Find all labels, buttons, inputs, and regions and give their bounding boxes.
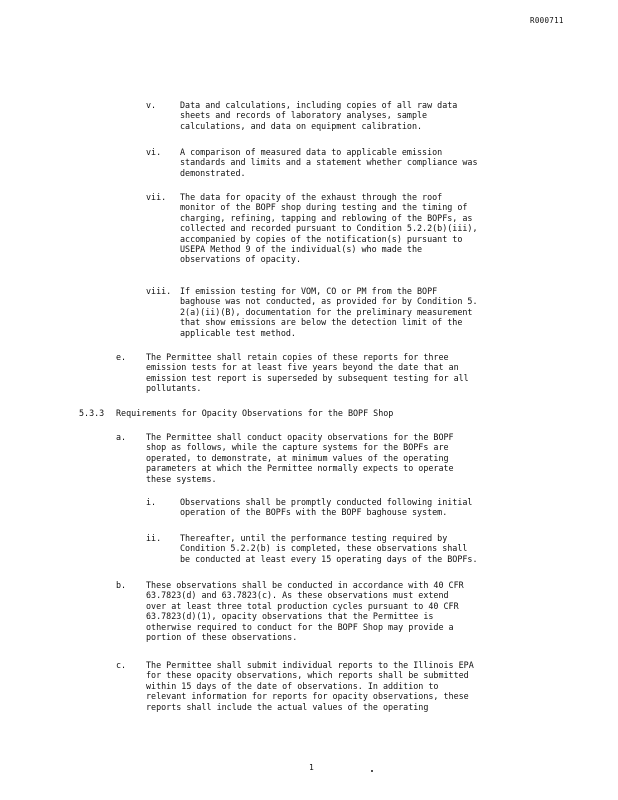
item-text: A comparison of measured data to applicable emission standards and limits and a statement whether compliance was demonstrated. [180, 147, 478, 178]
item-text: Observations shall be promptly conducted following initial operation of the BOPFs with the BOPF baghouse system. [180, 497, 473, 518]
item-text: If emission testing for VOM, CO or PM from the BOPF baghouse was not conducted, as provided for by Condition 5. 2(a)(ii)(B), documentation for the preliminary measurement that show emissions are below the detection limit of the applicable test method. [180, 286, 478, 338]
scan-speck [371, 770, 373, 772]
item-label: a. [116, 432, 127, 442]
item-text: The Permittee shall retain copies of these reports for three emission tests for at least five years beyond the date that an emission test report is superseded by subsequent testing for all pollutants. [146, 352, 469, 394]
item-label: ii. [146, 533, 162, 543]
item-label: vi. [146, 147, 162, 157]
item-text: These observations shall be conducted in accordance with 40 CFR 63.7823(d) and 63.7823(c). As these observations must extend over at least three total production cycles pursuant to 40 CFR 63.7823(d)(1), opacity observations that the Permittee is otherwise required to conduct for the BOPF Shop may provide a portion of these observations. [146, 580, 464, 643]
item-label: v. [146, 100, 157, 110]
item-text: Data and calculations, including copies of all raw data sheets and records of laboratory analyses, sample calculations, and data on equipment calibration. [180, 100, 458, 131]
section-title: Requirements for Opacity Observations for the BOPF Shop [116, 408, 394, 418]
item-label: viii. [146, 286, 172, 296]
item-text: The Permittee shall conduct opacity observations for the BOPF shop as follows, while the capture systems for the BOPFs are operated, to demonstrate, at minimum values of the operating parameters at which the Permittee normally expects to operate these systems. [146, 432, 454, 484]
page-number: 1 [309, 763, 314, 772]
item-label: vii. [146, 192, 167, 202]
item-label: e. [116, 352, 127, 362]
item-text: The data for opacity of the exhaust through the roof monitor of the BOPF shop during testing and the timing of charging, refining, tapping and reblowing of the BOPFs, as collected and recorded pursuant to Condition 5.2.2(b)(iii), accompanied by copies of the notification(s) pursuant to USEPA Method 9 of the individual(s) who made the observations of opacity. [180, 192, 478, 265]
item-label: c. [116, 660, 127, 670]
section-number: 5.3.3 [79, 408, 105, 418]
document-id: R000711 [530, 16, 564, 25]
item-label: i. [146, 497, 157, 507]
item-label: b. [116, 580, 127, 590]
item-text: The Permittee shall submit individual reports to the Illinois EPA for these opacity observations, which reports shall be submitted within 15 days of the date of observations. In addition to relevant information for reports for opacity observations, these reports shall include the actual values of the operating [146, 660, 474, 712]
item-text: Thereafter, until the performance testing required by Condition 5.2.2(b) is completed, these observations shall be conducted at least every 15 operating days of the BOPFs. [180, 533, 478, 564]
